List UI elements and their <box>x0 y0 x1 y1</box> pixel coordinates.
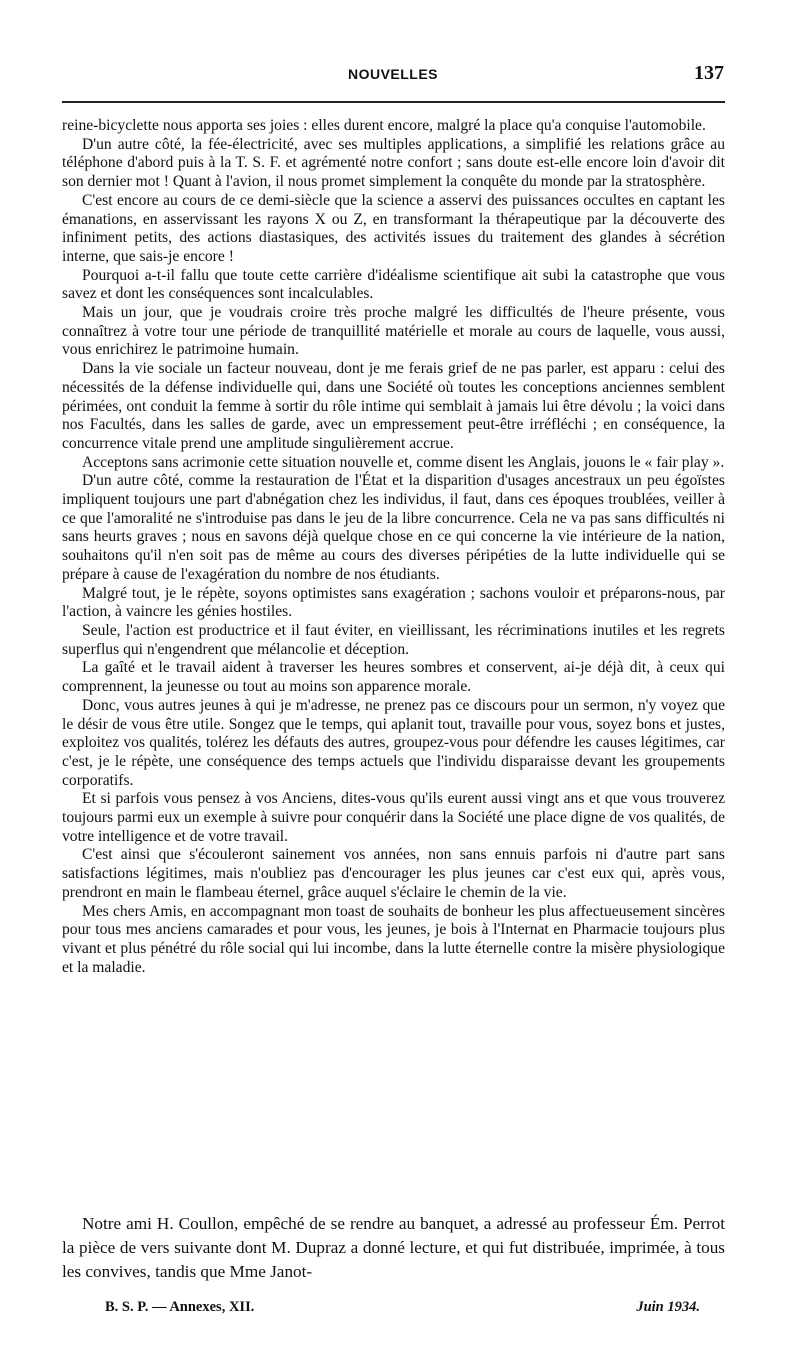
page-header <box>62 62 724 90</box>
paragraph: Seule, l'action est productrice et il faut éviter, en vieillissant, les récriminations inutiles et les regrets superflus qui n'engendrent que mélancolie et déception. <box>62 621 725 658</box>
paragraph: Malgré tout, je le répète, soyons optimistes sans exagération ; sachons vouloir et préparons-nous, par l'action, à vaincre les génies hostiles. <box>62 584 725 621</box>
paragraph: C'est encore au cours de ce demi-siècle que la science a asservi des puissances occultes en captant les émanations, en asservissant les rayons X ou Z, en transformant la thérapeutique par la découverte des infiniment petits, des actions diastasiques, des activités issues du traitement des glandes à sécrétion interne, que sais-je encore ! <box>62 191 725 265</box>
footer-citation: B. S. P. — Annexes, XII. <box>105 1299 255 1315</box>
running-title: NOUVELLES <box>347 66 439 82</box>
body-text <box>62 117 725 977</box>
paragraph: Et si parfois vous pensez à vos Anciens, dites-vous qu'ils eurent aussi vingt ans et que vous trouverez toujours parmi eux un exemple à suivre pour conquérir dans la Société une place digne de vos qualités, de votre intelligence et de votre travail. <box>62 790 725 845</box>
note-paragraph: Notre ami H. Coullon, empêché de se rendre au banquet, a adressé au professeur Ém. Perrot la pièce de vers suivante dont M. Dupraz a donné lecture, et qui fut distribuée, imprimée, à tous les convives, tandis que Mme Janot- <box>62 1214 725 1281</box>
paragraph: Pourquoi a-t-il fallu que toute cette carrière d'idéalisme scientifique ait subi la catastrophe que vous savez et dont les conséquences sont incalculables. <box>62 266 725 303</box>
paragraph: reine-bicyclette nous apporta ses joies : elles durent encore, malgré la place qu'a conquise l'automobile. <box>62 117 706 134</box>
header-rule <box>62 101 725 103</box>
paragraph: Mais un jour, que je voudrais croire très proche malgré les difficultés de l'heure présente, vous connaîtrez à votre tour une période de tranquillité matérielle et morale au cours de laquelle, vous aussi, vous enrichirez le patrimoine humain. <box>62 304 725 359</box>
footer-date: Juin 1934. <box>636 1299 700 1315</box>
paragraph: Donc, vous autres jeunes à qui je m'adresse, ne prenez pas ce discours pour un sermon, n'y voyez que le désir de vous être utile. Songez que le temps, qui aplanit tout, travaille pour vous, soyez bons et justes, exploitez vos qualités, tolérez les défauts des autres, groupez-vous pour défendre les causes légitimes, car c'est, je le répète, une conséquence des temps actuels que l'individu disparaisse devant les groupements corporatifs. <box>62 696 725 789</box>
paragraph: La gaîté et le travail aident à traverser les heures sombres et conservent, ai-je déjà dit, à ceux qui comprennent, la jeunesse ou tout au moins son apparence morale. <box>62 659 725 696</box>
paragraph: C'est ainsi que s'écouleront sainement vos années, non sans ennuis parfois ni d'autre part sans satisfactions légitimes, mais n'oubliez pas d'encourager les plus jeunes car c'est eux qui, après vous, prendront en main le flambeau éternel, grâce auquel s'éclaire le chemin de la vie. <box>62 846 725 901</box>
paragraph: D'un autre côté, la fée-électricité, avec ses multiples applications, a simplifié les relations grâce au téléphone d'abord puis à la T. S. F. et agrémenté notre confort ; sans doute est-elle encore loin d'avoir dit son dernier mot ! Quant à l'avion, il nous promet simplement la conquête du monde par la stratosphère. <box>62 135 725 191</box>
closing-note <box>62 1212 725 1284</box>
page-footer <box>105 1299 700 1319</box>
paragraph: D'un autre côté, comme la restauration de l'État et la disparition d'usages ancestraux un peu égoïstes impliquent toujours une part d'abnégation chez les individus, il faut, dans ces époques troublées, veiller à ce que l'amoralité ne s'introduise pas dans le jeu de la libre concurrence. Cela ne va pas sans difficultés ni sans heurts graves ; nous en savons déjà quelque chose en ce qui concerne la vie intérieure de la nation, souhaitons qu'il n'en soit pas de même au cours des diverses péripéties de la lutte individuelle qui se prépare à cause de l'exagération du nombre de nos étudiants. <box>62 472 725 583</box>
paragraph: Mes chers Amis, en accompagnant mon toast de souhaits de bonheur les plus affectueusement sincères pour tous mes anciens camarades et pour vous, les jeunes, je bois à l'Internat en Pharmacie toujours plus vivant et plus pénétré du rôle social qui lui incombe, dans la lutte éternelle contre la misère physiologique et la maladie. <box>62 902 725 976</box>
paragraph: Acceptons sans acrimonie cette situation nouvelle et, comme disent les Anglais, jouons le « fair play ». <box>82 453 725 471</box>
page-number: 137 <box>694 62 724 84</box>
paragraph: Dans la vie sociale un facteur nouveau, dont je me ferais grief de ne pas parler, est apparu : celui des nécessités de la défense individuelle qui, dans une Société où toutes les conceptions anciennes semblent périmées, ont conduit la femme à sortir du rôle intime qui semblait à jamais lui être dévolu ; la voici dans nos Facultés, dans les salles de garde, avec un empressement peut-être irréfléchi ; en conséquence, la concurrence vitale prend une amplitude singulièrement accrue. <box>62 360 725 452</box>
